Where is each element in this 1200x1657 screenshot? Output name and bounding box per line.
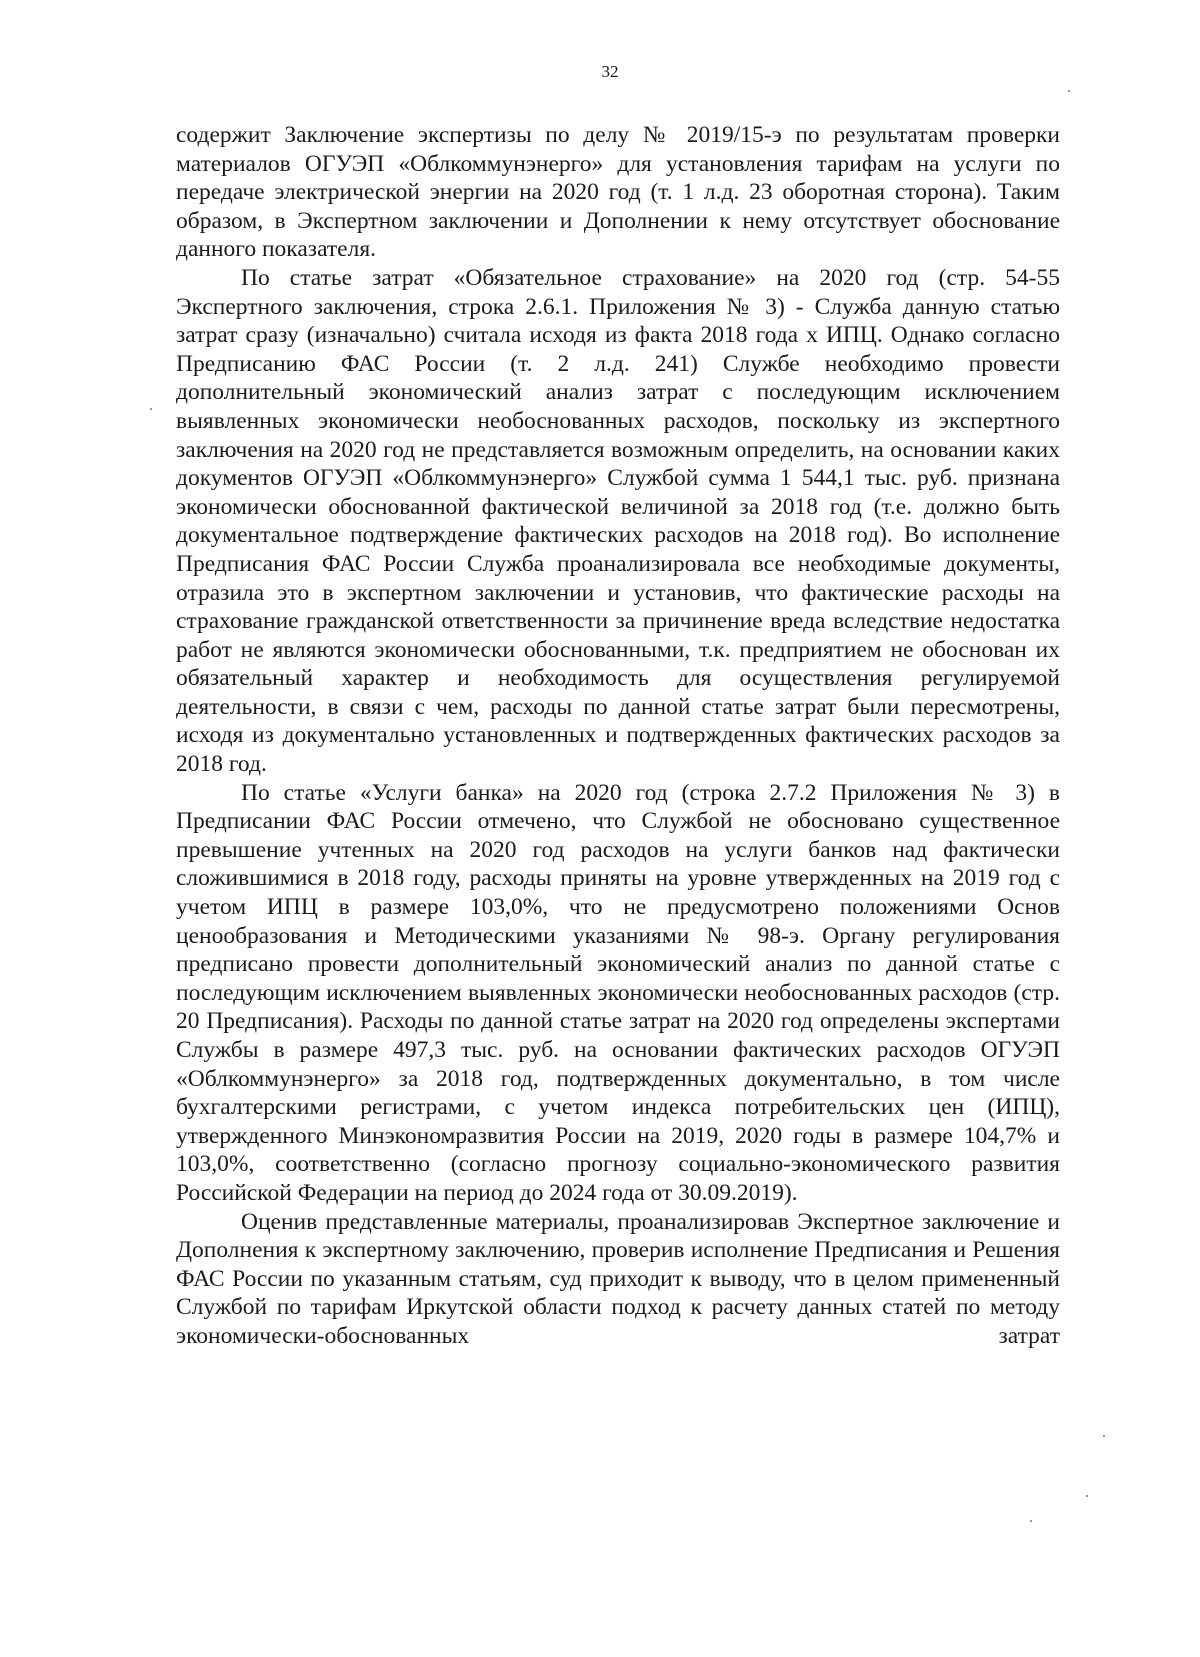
paragraph-bank-services: По статье «Услуги банка» на 2020 год (строка 2.7.2 Приложения № 3) в Предписании ФАС России отмечено, что Службой не обосновано существенное превышение учтенных на 2020 год расходов на услуги банков над фактически сложившимися в 2018 году, расходы приняты на уровне утвержденных на 2019 год с учетом ИПЦ в размере 103,0%, что не предусмотрено положениями Основ ценообразования и Методическими указаниями № 98-э. Органу регулирования предписано провести дополнительный экономический анализ по данной статье с последующим исключением выявленных экономически необоснованных расходов (стр. 20 Предписания). Расходы по данной статье затрат на 2020 год определены экспертами Службы в размере 497,3 тыс. руб. на основании фактических расходов ОГУЭП «Облкоммунэнерго» за 2018 год, подтвержденных документально, в том числе бухгалтерскими регистрами, с учетом индекса потребительских цен (ИПЦ), утвержденного Минэкономразвития России на 2019, 2020 годы в размере 104,7% и 103,0%, соответственно (согласно прогнозу социально-экономического развития Российской Федерации на период до 2024 года от 30.09.2019). xyxy=(176,779,1060,1206)
scan-speck xyxy=(1068,90,1070,92)
page-number: 32 xyxy=(601,62,619,81)
body-text xyxy=(176,121,1060,1351)
scan-speck xyxy=(1030,1520,1032,1522)
paragraph-conclusion: Оценив представленные материалы, проанализировав Экспертное заключение и Дополнения к экспертному заключению, проверив исполнение Предписания и Решения ФАС России по указанным статьям, суд приходит к выводу, что в целом примененный Службой по тарифам Иркутской области подход к расчету данных статей по методу экономически-обоснованных затрат xyxy=(176,1208,1060,1349)
scan-speck xyxy=(1103,1435,1105,1437)
paragraph-mandatory-insurance: По статье затрат «Обязательное страхование» на 2020 год (стр. 54-55 Экспертного заключения, строка 2.6.1. Приложения № 3) - Служба данную статью затрат сразу (изначально) считала исходя из факта 2018 года х ИПЦ. Однако согласно Предписанию ФАС России (т. 2 л.д. 241) Службе необходимо провести дополнительный экономический анализ затрат с последующим исключением выявленных экономически необоснованных расходов, поскольку из экспертного заключения на 2020 год не представляется возможным определить, на основании каких документов ОГУЭП «Облкоммунэнерго» Службой сумма 1 544,1 тыс. руб. признана экономически обоснованной фактической величиной за 2018 год (т.е. должно быть документальное подтверждение фактических расходов на 2018 год). Во исполнение Предписания ФАС России Служба проанализировала все необходимые документы, отразила это в экспертном заключении и установив, что фактические расходы на страхование гражданской ответственности за причинение вреда вследствие недостатка работ не являются экономически обоснованными, т.к. предприятием не обоснован их обязательный характер и необходимость для осуществления регулируемой деятельности, в связи с чем, расходы по данной статье затрат были пересмотрены, исходя из документально установленных и подтвержденных фактических расходов за 2018 год. xyxy=(176,264,1060,778)
paragraph-continuation: содержит Заключение экспертизы по делу № 2019/15-э по результатам проверки материалов ОГУЭП «Облкоммунэнерго» для установления тарифам на услуги по передаче электрической энергии на 2020 год (т. 1 л.д. 23 оборотная сторона). Таким образом, в Экспертном заключении и Дополнении к нему отсутствует обоснование данного показателя. xyxy=(176,122,1060,263)
scan-speck xyxy=(150,408,152,410)
scan-speck xyxy=(1086,1495,1088,1497)
